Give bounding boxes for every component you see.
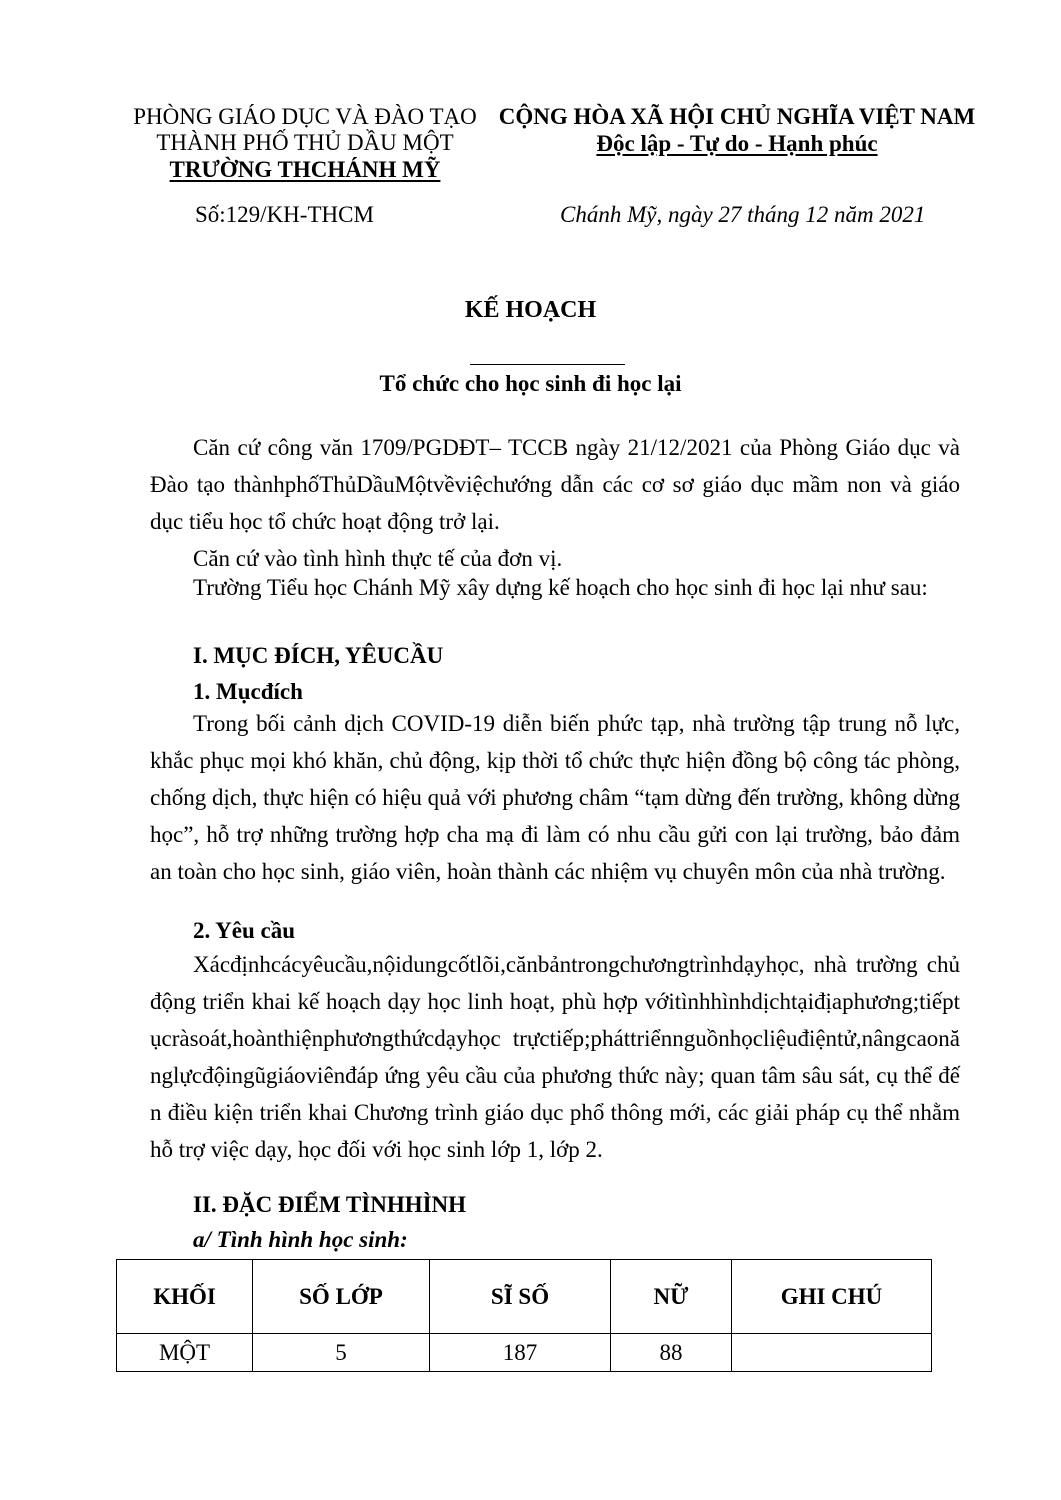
document-number: Số:129/KH-THCM: [195, 202, 374, 227]
section-heading-situation: II. ĐẶC ĐIỂM TÌNHHÌNH: [193, 1192, 467, 1217]
cell-grade: MỘT: [117, 1334, 253, 1372]
paragraph-plan-intro: Trường Tiểu học Chánh Mỹ xây dựng kế hoạch cho học sinh đi học lại như sau:: [193, 575, 928, 600]
column-header-class-count: SỐ LỚP: [253, 1260, 430, 1334]
column-header-female: NỮ: [611, 1260, 732, 1334]
place-date: Chánh Mỹ, ngày 27 tháng 12 năm 2021: [560, 202, 926, 227]
document-title: KẾ HOẠCH: [464, 297, 597, 323]
column-header-notes: GHI CHÚ: [732, 1260, 932, 1334]
cell-class-count: 5: [253, 1334, 430, 1372]
table-header-row: [117, 1260, 932, 1334]
national-motto-text: Độc lập - Tự do - Hạnh phúc: [596, 131, 878, 156]
school-name: [105, 157, 505, 183]
national-motto: [472, 131, 1002, 157]
student-stats-table: [116, 1259, 932, 1372]
title-divider: [470, 364, 625, 365]
paragraph-legal-basis: Căn cứ công văn 1709/PGDĐT– TCCB ngày 21/12/2021 của Phòng Giáo dục và Đào tạo thànhphốThủDầuMộtvềviệchướng dẫn các cơ sơ giáo dục mầm non và giáo dục tiểu học tổ chức hoạt động trở lại.: [150, 435, 960, 534]
column-header-enrollment: SĨ SỐ: [430, 1260, 611, 1334]
table-row: [117, 1334, 932, 1372]
cell-female: 88: [611, 1334, 732, 1372]
column-header-grade: KHỐI: [117, 1260, 253, 1334]
paragraph-purpose: Trong bối cảnh dịch COVID-19 diễn biến phức tạp, nhà trường tập trung nỗ lực, khắc phục mọi khó khăn, chủ động, kịp thời tổ chức thực hiện đồng bộ công tác phòng, chống dịch, thực hiện có hiệu quả với phương châm “tạm dừng đến trường, không dừng học”, hỗ trợ những trường hợp cha mạ đi làm có nhu cầu gửi con lại trường, bảo đảm an toàn cho học sinh, giáo viên, hoàn thành các nhiệm vụ chuyên môn của nhà trường.: [150, 711, 960, 884]
section-heading-purpose: I. MỤC ĐÍCH, YÊUCẦU: [193, 643, 444, 668]
agency-name: PHÒNG GIÁO DỤC VÀ ĐÀO TẠO: [133, 104, 477, 129]
cell-enrollment: 187: [430, 1334, 611, 1372]
paragraph-local-situation: Căn cứ vào tình hình thực tế của đơn vị.: [193, 546, 563, 571]
paragraph-requirements: Xácđịnhcácyêucầu,nộidungcốtlõi,cănbảntrongchươngtrìnhdạyhọc, nhà trường chủ động triển khai kế hoạch dạy học linh hoạt, phù hợp vớitìnhhìnhdịchtạiđịaphương;tiếptụcràsoát,hoànthiệnphươngthứcdạyhọc trựctiếp;pháttriểnnguồnhọcliệuđiệntử,nângcaonănglựcđộingũgiáoviênđáp ứng yêu cầu của phương thức này; quan tâm sâu sát, cụ thể đến điều kiện triển khai Chương trình giáo dục phổ thông mới, các giải pháp cụ thể nhằm hỗ trợ việc dạy, học đối với học sinh lớp 1, lớp 2.: [150, 952, 960, 1162]
city-name: THÀNH PHỐ THỦ DẦU MỘT: [156, 130, 454, 155]
subheading-student-situation: a/ Tình hình học sinh:: [193, 1227, 408, 1252]
cell-notes: [732, 1334, 932, 1372]
document-subtitle: Tổ chức cho học sinh đi học lại: [379, 371, 682, 396]
subheading-purpose: 1. Mụcđích: [193, 679, 303, 704]
school-name-text: TRƯỜNG THCHÁNH MỸ: [169, 157, 441, 182]
country-name: CỘNG HÒA XÃ HỘI CHỦ NGHĨA VIỆT NAM: [498, 104, 976, 129]
subheading-requirements: 2. Yêu cầu: [193, 918, 296, 943]
